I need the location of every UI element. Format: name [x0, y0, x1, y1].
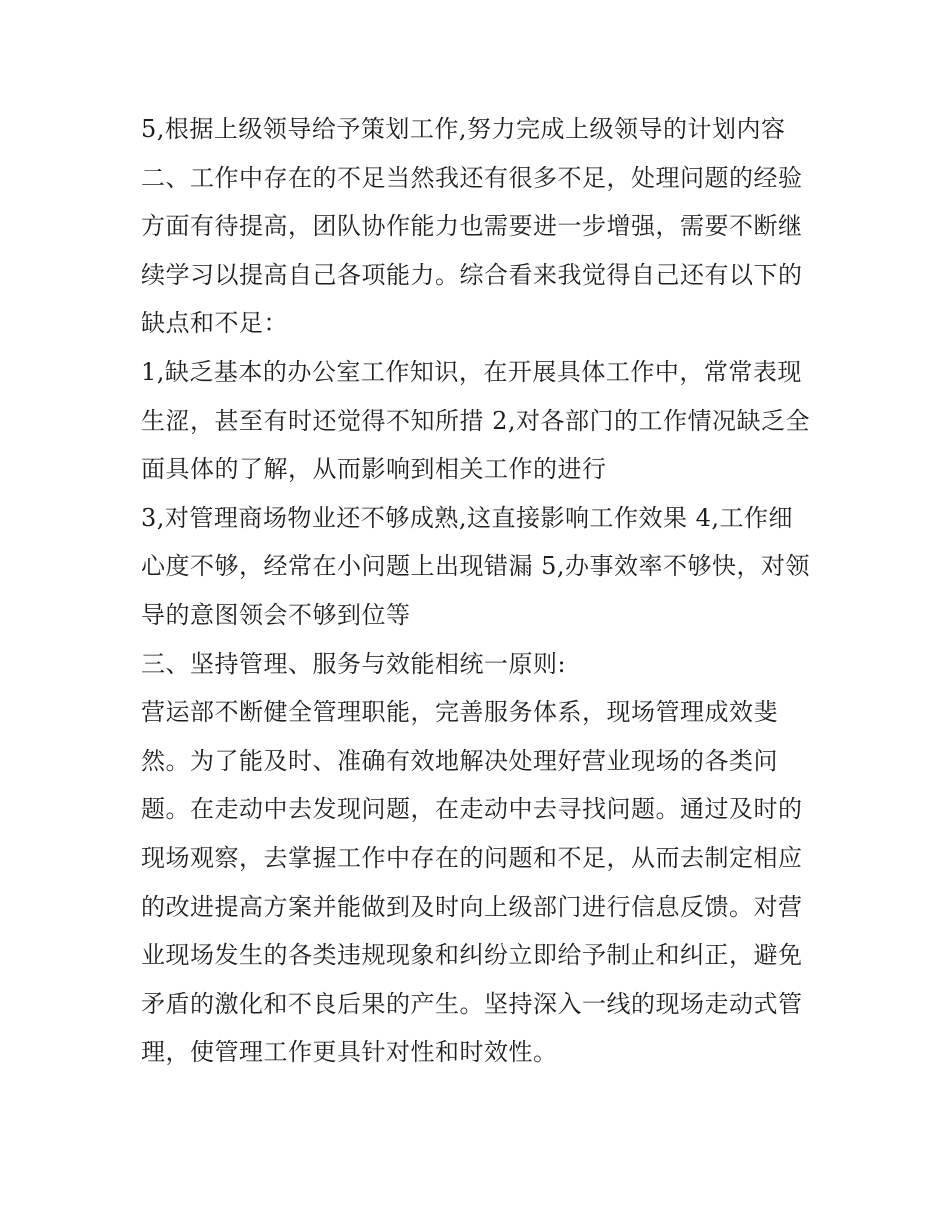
section-heading-principle: 三、坚持管理、服务与效能相统一原则: [141, 649, 567, 678]
paragraph-operations: 营运部不断健全管理职能，完善服务体系，现场管理成效斐然。为了能及时、准确有效地解决处理好营业现场的各类问题。在走动中去发现问题，在走动中去寻找问题。通过及时的现场观察，去掌握工作中存在的问题和不足，从而去制定相应的改进提高方案并能做到及时向上级部门进行信息反馈。对营业现场发生的各类违规现象和纠纷立即给予制止和纠正，避免矛盾的激化和不良后果的产生。坚持深入一线的现场走动式管理，使管理工作更具针对性和时效性。 [141, 698, 803, 1067]
paragraph-item-5-planning: 5,根据上级领导给予策划工作,努力完成上级领导的计划内容 [141, 115, 786, 143]
paragraph-shortcomings-intro: 二、工作中存在的不足当然我还有很多不足，处理问题的经验方面有待提高，团队协作能力也需要进一步增强，需要不断继续学习以提高自己各项能力。综合看来我觉得自己还有以下的缺点和不足： [141, 163, 803, 338]
paragraph-shortcomings-3-5: 3,对管理商场物业还不够成熟,这直接影响工作效果 4,工作细心度不够，经常在小问题上出现错漏 5,办事效率不够快，对领导的意图领会不够到位等 [141, 503, 811, 629]
document-body [141, 105, 813, 1077]
paragraph-shortcomings-1-2: 1,缺乏基本的办公室工作知识，在开展具体工作中，常常表现生涩，甚至有时还觉得不知所措 2,对各部门的工作情况缺乏全面具体的了解，从而影响到相关工作的进行 [141, 357, 811, 484]
